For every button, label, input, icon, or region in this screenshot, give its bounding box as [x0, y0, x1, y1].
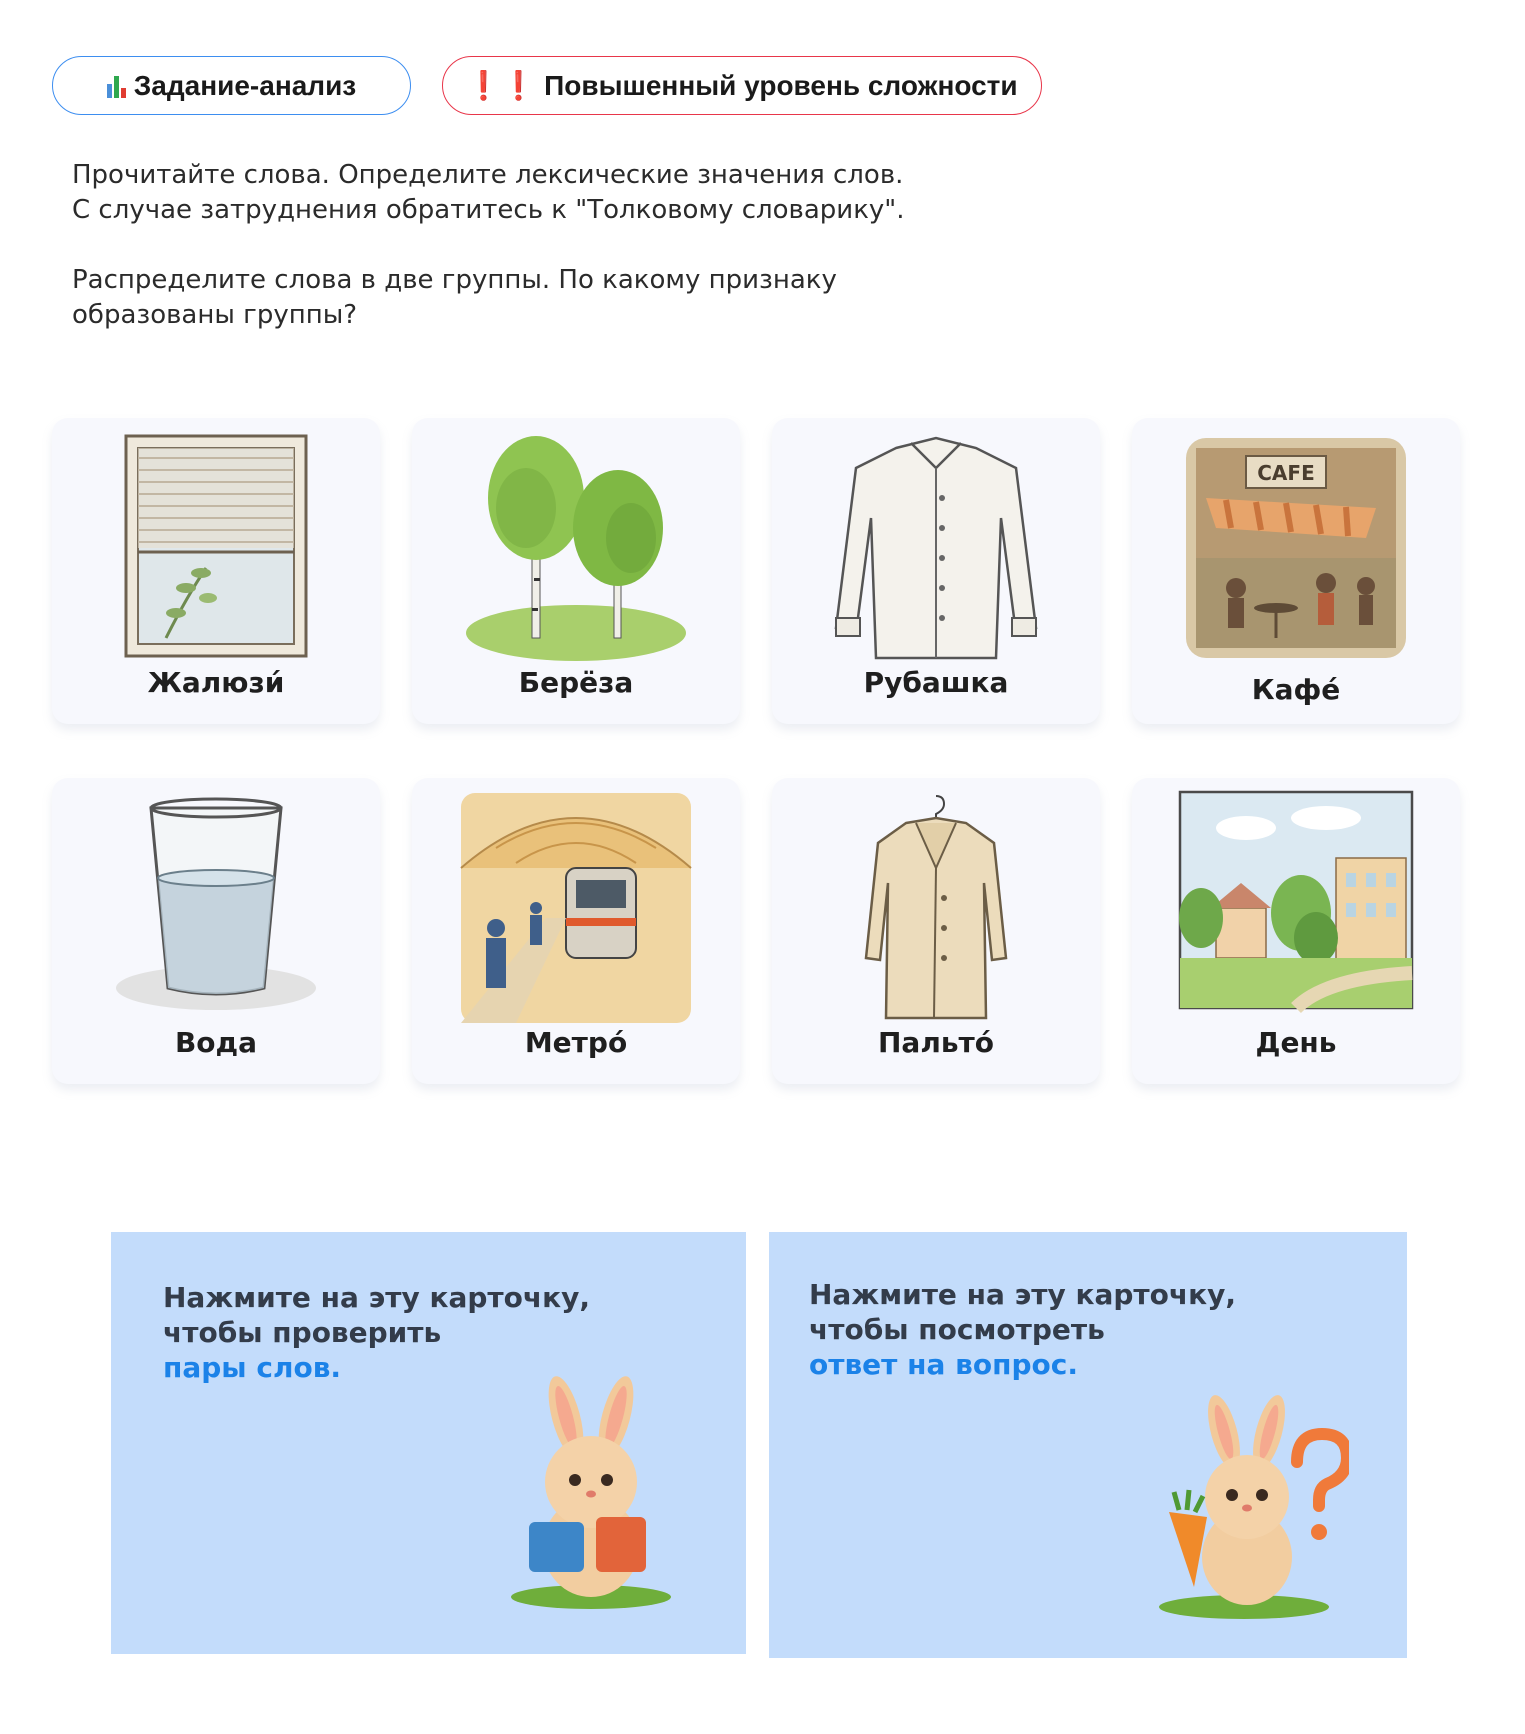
check-pairs-line-1: Нажмите на эту карточку, [163, 1281, 590, 1314]
task-instructions [72, 158, 1032, 368]
bunny-question-icon [1139, 1392, 1349, 1622]
check-pairs-accent: пары слов. [163, 1351, 342, 1384]
difficulty-badge [442, 56, 1042, 115]
word-label: Берёза [518, 666, 634, 699]
coat-icon [816, 788, 1056, 1028]
check-pairs-card[interactable] [111, 1232, 746, 1654]
shirt-icon [816, 428, 1056, 668]
show-answer-card[interactable] [769, 1232, 1407, 1658]
instruction-line-3: Распределите слова в две группы. По какому признаку [72, 265, 837, 295]
word-card-rubashka [772, 418, 1100, 724]
check-pairs-text [163, 1280, 590, 1385]
word-label: Рубашка [863, 666, 1009, 699]
cafe-icon [1176, 428, 1416, 668]
show-answer-text [809, 1277, 1236, 1382]
glass-of-water-icon [96, 788, 336, 1028]
cafe-sign: CAFE [1257, 461, 1315, 485]
word-label: День [1255, 1026, 1337, 1059]
birch-trees-icon [456, 428, 696, 668]
double-exclamation-icon: ❗❗ [466, 70, 537, 101]
word-label: Кафе́ [1251, 673, 1341, 706]
show-answer-line-1: Нажмите на эту карточку, [809, 1278, 1236, 1311]
word-card-voda [52, 778, 380, 1084]
word-card-zhalyuzi [52, 418, 380, 724]
word-card-kafe [1132, 418, 1460, 724]
word-label: Пальто́ [877, 1026, 994, 1059]
metro-train-icon [456, 788, 696, 1028]
instruction-line-1: Прочитайте слова. Определите лексические значения слов. [72, 160, 904, 190]
summer-day-icon [1176, 788, 1416, 1028]
difficulty-label: Повышенный уровень сложности [544, 69, 1018, 101]
word-card-palto [772, 778, 1100, 1084]
instruction-line-2: С случае затруднения обратитесь к "Толковому словарику". [72, 195, 905, 225]
task-type-label: Задание-анализ [133, 69, 357, 101]
show-answer-accent: ответ на вопрос. [809, 1348, 1078, 1381]
word-label: Вода [174, 1026, 258, 1059]
check-pairs-line-2: чтобы проверить [163, 1316, 442, 1349]
word-card-den [1132, 778, 1460, 1084]
bunny-puzzle-icon [501, 1372, 681, 1612]
instruction-line-4: образованы группы? [72, 300, 358, 330]
word-card-bereza [412, 418, 740, 724]
task-type-badge [52, 56, 411, 115]
show-answer-line-2: чтобы посмотреть [809, 1313, 1105, 1346]
word-card-metro [412, 778, 740, 1084]
word-label: Жалюзи́ [147, 666, 285, 699]
word-label: Метро́ [524, 1026, 628, 1059]
window-blinds-icon [96, 428, 336, 668]
bar-chart-icon [107, 74, 126, 98]
